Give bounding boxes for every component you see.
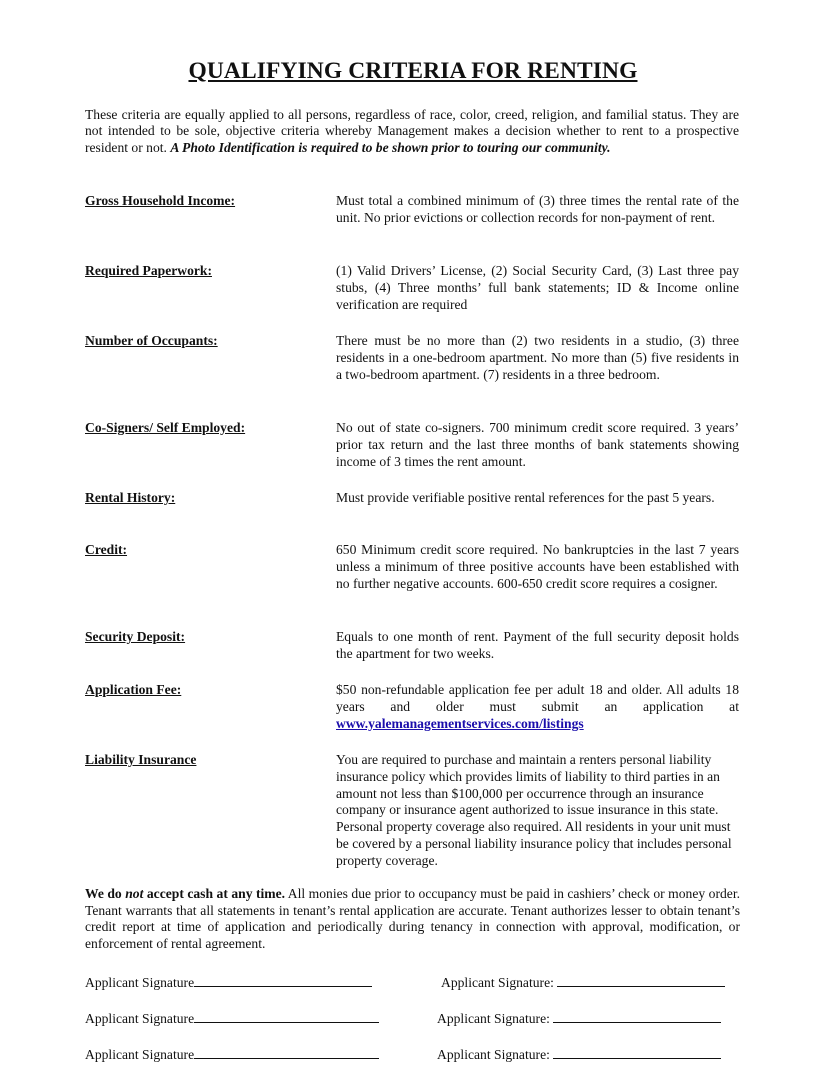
signature-field-right-2[interactable] (437, 1010, 721, 1027)
listings-link[interactable]: www.yalemanagementservices.com/listings (336, 715, 584, 731)
criterion-value: 650 Minimum credit score required. No bankruptcies in the last 7 years unless a minimum of three positive accounts have been established with no further negative accounts. 600-650 credit score requires a cosigner. (336, 542, 739, 591)
criterion-value: Must provide verifiable positive rental references for the past 5 years. (336, 490, 715, 505)
intro-paragraph (85, 107, 739, 156)
no-cash-suffix: accept cash at any time. (143, 886, 286, 901)
signature-field-right-3[interactable] (437, 1046, 721, 1063)
criterion-value: No out of state co-signers. 700 minimum credit score required. 3 years’ prior tax return and the last three months of bank statements showing income of 3 times the rent amount. (336, 420, 739, 469)
signature-line[interactable] (553, 1010, 721, 1023)
signature-line[interactable] (553, 1046, 721, 1059)
no-cash-prefix: We do (85, 886, 126, 901)
criterion-value-text: $50 non-refundable application fee per adult 18 and older. All adults 18 years and older must submit an application at (336, 682, 739, 714)
criterion-label: Number of Occupants: (85, 333, 218, 348)
signature-label: Applicant Signature: (437, 1011, 554, 1026)
criterion-label: Liability Insurance (85, 752, 197, 767)
criterion-label: Security Deposit: (85, 629, 186, 644)
signature-label: Applicant Signature: (437, 1047, 554, 1062)
signature-field-left-3[interactable] (85, 1046, 379, 1063)
signature-label: Applicant Signature: (441, 975, 558, 990)
criterion-label: Co-Signers/ Self Employed: (85, 420, 246, 435)
signature-field-right-1[interactable] (441, 974, 725, 991)
no-cash-emphasis: not (125, 886, 144, 901)
criterion-value: (1) Valid Drivers’ License, (2) Social Security Card, (3) Last three pay stubs, (4) Three months’ full bank statements; ID & Income online verification are required (336, 263, 739, 312)
signature-label: Applicant Signature (85, 1047, 195, 1062)
criterion-label: Application Fee: (85, 682, 182, 697)
signature-field-left-1[interactable] (85, 974, 372, 991)
payment-terms-text: All monies due prior to occupancy must be paid in cashiers’ check or money order. Tenant warrants that all statements in tenant’s rental application are accurate. Tenant authorizes lesser to obtain tenant’s credit report at time of application and periodically during tenancy in connection with approval, modification, or enforcement of rental agreement. (85, 886, 741, 951)
signature-field-left-2[interactable] (85, 1010, 379, 1027)
criterion-value: There must be no more than (2) two residents in a studio, (3) three residents in a one-bedroom apartment. No more than (5) five residents in a two-bedroom apartment. (7) residents in a three bedroom. (336, 333, 739, 382)
criterion-value: Equals to one month of rent. Payment of the full security deposit holds the apartment for two weeks. (336, 629, 739, 661)
criterion-value (336, 682, 739, 732)
signature-line[interactable] (194, 974, 372, 987)
signature-label: Applicant Signature (85, 975, 195, 990)
criterion-value: You are required to purchase and maintain a renters personal liability insurance policy which provides limits of liability to third parties in an amount not less than $100,000 per occurrence through an insurance company or insurance agent authorized to issue insurance in this state. Personal property coverage also required. All residents in your unit must be covered by a personal liability insurance policy that includes personal property coverage. (336, 752, 732, 868)
criterion-label: Required Paperwork: (85, 263, 212, 278)
intro-emphasis: A Photo Identification is required to be shown prior to touring our community. (170, 139, 611, 155)
intro-text: These criteria are equally applied to all persons, regardless of race, color, creed, religion, and familial status. They are not intended to be sole, objective criteria whereby Management makes a decision whether to rent to a prospective resident or not. (85, 107, 739, 155)
payment-terms-paragraph (85, 886, 740, 952)
page-title: QUALIFYING CRITERIA FOR RENTING (188, 58, 638, 84)
criterion-label: Gross Household Income: (85, 193, 236, 208)
criterion-value: Must total a combined minimum of (3) three times the rental rate of the unit. No prior evictions or collection records for non-payment of rent. (336, 193, 739, 225)
criterion-label: Rental History: (85, 490, 176, 505)
signature-line[interactable] (194, 1046, 379, 1059)
signature-line[interactable] (557, 974, 725, 987)
signature-label: Applicant Signature (85, 1011, 195, 1026)
criterion-label: Credit: (85, 542, 128, 557)
signature-line[interactable] (194, 1010, 379, 1023)
